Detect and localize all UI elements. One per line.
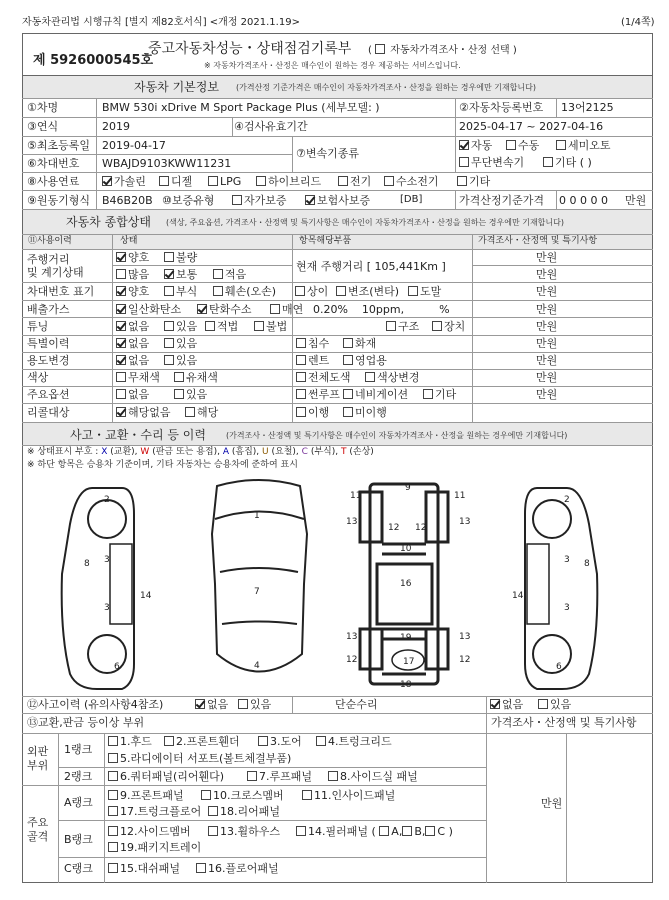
part-floor-panel[interactable]: 16.플로어패널	[196, 863, 279, 874]
fuel-hybrid[interactable]: 하이브리드	[256, 176, 321, 187]
svg-text:12: 12	[388, 523, 400, 533]
trans-auto[interactable]: 자동	[459, 140, 492, 151]
col-history: ⑪사용이력	[28, 236, 72, 246]
legend: ※ 상태표시 부호 : X (교환), W (판금 또는 용접), A (흠집), U (요철), C (부식), T (손상)	[27, 447, 374, 457]
svg-text:18: 18	[400, 680, 412, 690]
svg-text:14: 14	[512, 591, 524, 601]
inspection-period: 2025-04-17 ~ 2027-04-16	[459, 120, 604, 133]
vinmark-price: 만원	[536, 285, 558, 298]
mileage-value: 현재 주행거리 [ 105,441Km ]	[296, 260, 446, 273]
emission-label: 배출가스	[27, 303, 70, 316]
price-base: 0 0 0 0 0	[559, 194, 608, 207]
svg-text:3: 3	[564, 555, 570, 565]
simple-yes[interactable]: 있음	[538, 699, 571, 710]
simple-none[interactable]: 없음	[490, 699, 523, 710]
special-fire[interactable]: 화재	[343, 338, 376, 349]
mileage-bad[interactable]: 불량	[164, 252, 197, 263]
mileage-label: 주행거리 및 계기상태	[27, 253, 84, 279]
special-price: 만원	[536, 337, 558, 350]
emission-price: 만원	[536, 303, 558, 316]
tuning-illegal[interactable]: 불법	[254, 321, 287, 332]
emission-co[interactable]: 일산화탄소	[116, 304, 181, 315]
emission-values: 0.20% 10ppm, %	[313, 303, 450, 316]
car-diagram	[22, 474, 653, 696]
repair-sub: (가격조사・산정액 및 특기사항은 매수인이 자동차가격조사・산정을 원하는 경우에만 기재합니다)	[226, 431, 568, 440]
svg-text:16: 16	[400, 579, 412, 589]
tuning-yes[interactable]: 있음	[164, 321, 197, 332]
fuel-label: ⑧사용연료	[27, 175, 80, 188]
status-title: 자동차 종합상태	[66, 215, 151, 229]
svg-text:3: 3	[104, 603, 110, 613]
car-name-label: ①차명	[27, 101, 59, 114]
parts-price-header: 가격조사・산정액 및 특기사항	[491, 716, 637, 729]
svg-text:8: 8	[584, 559, 590, 569]
rankC-label: C랭크	[64, 862, 93, 875]
svg-text:10: 10	[400, 544, 412, 554]
car-name: BMW 530i xDrive M Sport Package Plus (세부모델: )	[102, 101, 380, 114]
svg-text:13: 13	[346, 632, 358, 642]
repair-title: 사고・교환・수리 등 이력	[70, 428, 206, 442]
col-state: 상태	[120, 236, 138, 246]
svg-text:13: 13	[459, 632, 471, 642]
svg-text:6: 6	[556, 662, 562, 672]
status-sub: (색상, 주요옵션, 가격조사・산정액 및 특기사항은 매수인이 자동차가격조사・산정을 원하는 경우에만 기재합니다)	[166, 218, 564, 227]
special-none[interactable]: 없음	[116, 338, 149, 349]
first-reg-label: ⑤최초등록일	[27, 139, 90, 152]
svg-text:14: 14	[140, 591, 152, 601]
color-achromatic[interactable]: 무채색	[116, 372, 160, 383]
price-option-checkbox[interactable]	[375, 44, 385, 54]
option-yes[interactable]: 있음	[174, 389, 207, 400]
special-label: 특별이력	[27, 337, 70, 350]
use-business[interactable]: 영업용	[343, 355, 387, 366]
mileage-good[interactable]: 양호	[116, 252, 149, 263]
part-quarter-panel[interactable]: 6.쿼터패널(리어휀다)	[108, 771, 224, 782]
accident-label: ⑫사고이력 (유의사항4참조)	[27, 698, 164, 711]
regno-label: ②자동차등록번호	[459, 101, 544, 114]
tuning-device[interactable]: 장치	[432, 321, 465, 332]
engine-type: B46B20B	[102, 194, 153, 207]
col-price-notes: 가격조사・산정액 및 특기사항	[478, 236, 598, 246]
fuel-hydrogen[interactable]: 수소전기	[384, 176, 439, 187]
mileage-normal[interactable]: 보통	[164, 269, 197, 280]
vin: WBAJD9103KWW11231	[102, 157, 232, 170]
tuning-none[interactable]: 없음	[116, 321, 149, 332]
color-full-paint[interactable]: 전체도색	[296, 372, 351, 383]
option-none[interactable]: 없음	[116, 389, 149, 400]
recall-label: 리콜대상	[27, 406, 70, 419]
part-pillar-panel[interactable]: 14.필러패널 ( A, B, C )	[296, 826, 453, 837]
vinmark-smeared[interactable]: 도말	[408, 286, 441, 297]
fuel-diesel[interactable]: 디젤	[159, 176, 192, 187]
vin-label: ⑥차대번호	[27, 157, 80, 170]
tuning-legal[interactable]: 적법	[205, 321, 238, 332]
color-change[interactable]: 색상변경	[365, 372, 420, 383]
svg-text:3: 3	[564, 603, 570, 613]
mileage-price-1: 만원	[536, 251, 558, 264]
rankB-label: B랭크	[64, 833, 93, 846]
svg-text:12: 12	[346, 655, 358, 665]
tuning-structure[interactable]: 구조	[386, 321, 419, 332]
trans-cvt[interactable]: 무단변속기	[459, 157, 524, 168]
part-trunk-lid[interactable]: 4.트렁크리드	[316, 736, 392, 747]
use-yes[interactable]: 있음	[164, 355, 197, 366]
option-price: 만원	[536, 388, 558, 401]
year-label: ③연식	[27, 120, 59, 133]
vinmark-altered[interactable]: 변조(변타)	[336, 286, 399, 297]
form-number: 제 5926000545호	[33, 53, 154, 68]
outer-panel-label: 외판 부위	[27, 745, 49, 772]
fuel-other[interactable]: 기타	[457, 176, 490, 187]
form-reference: 자동차관리법 시행규칙 [별지 제82호서식] <개정 2021.1.19>	[22, 17, 300, 28]
warranty-label: ⑩보증유형	[162, 194, 215, 207]
vinmark-damage[interactable]: 훼손(오손)	[213, 286, 276, 297]
option-other[interactable]: 기타	[423, 389, 456, 400]
part-trunk-floor[interactable]: 17.트렁크플로어	[108, 806, 201, 817]
header-note: ※ 자동차가격조사・산정은 매수인이 원하는 경우 제공하는 서비스입니다.	[204, 61, 461, 70]
regno: 13어2125	[561, 101, 614, 114]
fuel-lpg[interactable]: LPG	[208, 176, 241, 187]
svg-text:9: 9	[405, 483, 411, 493]
price-option: ( 자동차가격조사・산정 선택 )	[368, 45, 517, 56]
warranty-self[interactable]: 자가보증	[232, 195, 287, 206]
svg-text:13: 13	[346, 517, 358, 527]
col-parts: 항목해당부품	[299, 236, 352, 246]
simple-repair-label: 단순수리	[335, 698, 378, 711]
color-price: 만원	[536, 371, 558, 384]
tuning-label: 튜닝	[27, 320, 49, 333]
basic-info-title: 자동차 기본정보	[134, 80, 219, 94]
svg-text:4: 4	[254, 661, 260, 671]
special-flood[interactable]: 침수	[296, 338, 329, 349]
svg-text:1: 1	[254, 511, 260, 521]
svg-text:7: 7	[254, 587, 260, 597]
fuel-electric[interactable]: 전기	[338, 176, 371, 187]
first-reg-date: 2019-04-17	[102, 139, 166, 152]
svg-text:19: 19	[400, 633, 412, 643]
svg-text:12: 12	[415, 523, 427, 533]
rank1-label: 1랭크	[64, 743, 93, 756]
part-front-fender[interactable]: 2.프론트휀더	[164, 736, 240, 747]
trans-other[interactable]: 기타 ( )	[543, 157, 592, 168]
svg-text:6: 6	[114, 662, 120, 672]
part-side-member[interactable]: 12.사이드멤버	[108, 826, 191, 837]
color-label: 색상	[27, 371, 49, 384]
frame-label: 주요 골격	[27, 816, 49, 843]
option-label: 주요옵션	[27, 388, 70, 401]
part-rear-panel[interactable]: 18.리어패널	[208, 806, 280, 817]
mileage-many[interactable]: 많음	[116, 269, 149, 280]
svg-text:13: 13	[459, 517, 471, 527]
part-cross-member[interactable]: 10.크로스멤버	[201, 790, 284, 801]
mileage-few[interactable]: 적음	[213, 269, 246, 280]
recall-done[interactable]: 이행	[296, 407, 329, 418]
svg-text:17: 17	[403, 657, 415, 667]
tuning-price: 만원	[536, 320, 558, 333]
part-roof-panel[interactable]: 7.루프패널	[247, 771, 312, 782]
option-sunroof[interactable]: 썬루프	[296, 389, 340, 400]
part-door[interactable]: 3.도어	[258, 736, 302, 747]
emission-hc[interactable]: 탄화수소	[197, 304, 252, 315]
warranty-insurer[interactable]: 보험사보증	[305, 195, 370, 206]
use-rental[interactable]: 렌트	[296, 355, 329, 366]
mileage-price-2: 만원	[536, 268, 558, 281]
part-inside-panel[interactable]: 11.인사이드패널	[302, 790, 395, 801]
warranty-company: [DB]	[400, 194, 423, 205]
rank2-label: 2랭크	[64, 770, 93, 783]
svg-text:11: 11	[350, 491, 362, 501]
part-front-panel[interactable]: 9.프론트패널	[108, 790, 184, 801]
part-package-tray[interactable]: 19.패키지트레이	[108, 842, 201, 853]
svg-text:2: 2	[104, 495, 110, 505]
engine-label: ⑨원동기형식	[27, 194, 90, 207]
form-title: 중고자동차성능・상태점검기록부	[148, 41, 352, 57]
svg-text:2: 2	[564, 495, 570, 505]
special-yes[interactable]: 있음	[164, 338, 197, 349]
part-radiator-support[interactable]: 5.라디에이터 서포트(볼트체결부품)	[108, 753, 291, 764]
basic-info-sub: (가격산정 기준가격은 매수인이 자동차가격조사・산정을 원하는 경우에만 기재합니다)	[236, 83, 536, 92]
price-unit: 만원	[625, 194, 647, 207]
accident-yes[interactable]: 있음	[238, 699, 271, 710]
part-side-sill[interactable]: 8.사이드실 패널	[328, 771, 418, 782]
option-navigation[interactable]: 네비게이션	[343, 389, 408, 400]
svg-text:12: 12	[459, 655, 471, 665]
use-label: 용도변경	[27, 354, 70, 367]
vinmark-corrosion[interactable]: 부식	[164, 286, 197, 297]
recall-applicable[interactable]: 해당	[185, 407, 218, 418]
vinmark-good[interactable]: 양호	[116, 286, 149, 297]
parts-price: 만원	[541, 797, 563, 810]
rankA-label: A랭크	[64, 796, 93, 809]
vinmark-different[interactable]: 상이	[295, 286, 328, 297]
page-indicator: (1/4쪽)	[621, 17, 655, 28]
trans-semi[interactable]: 세미오토	[556, 140, 611, 151]
parts-label: ⑬교환,판금 등이상 부위	[27, 716, 145, 729]
use-none[interactable]: 없음	[116, 355, 149, 366]
svg-text:3: 3	[104, 555, 110, 565]
inspection-label: ④검사유효기간	[234, 120, 308, 133]
legend-note: ※ 하단 항목은 승용차 기준이며, 기타 자동차는 승용차에 준하여 표시	[27, 460, 298, 470]
emission-smoke[interactable]: 매연	[270, 304, 303, 315]
part-hood[interactable]: 1.후드	[108, 736, 152, 747]
color-chromatic[interactable]: 유채색	[174, 372, 218, 383]
part-wheelhouse[interactable]: 13.휠하우스	[208, 826, 280, 837]
recall-notdone[interactable]: 미이행	[343, 407, 387, 418]
part-dash-panel[interactable]: 15.대쉬패널	[108, 863, 180, 874]
trans-manual[interactable]: 수동	[506, 140, 539, 151]
fuel-gasoline[interactable]: 가솔린	[102, 176, 146, 187]
svg-text:8: 8	[84, 559, 90, 569]
accident-none[interactable]: 없음	[195, 699, 228, 710]
vin-mark-label: 차대번호 표기	[27, 285, 95, 298]
price-base-label: 가격산정기준가격	[459, 194, 545, 207]
svg-text:11: 11	[454, 491, 466, 501]
transmission-label: ⑦변속기종류	[296, 147, 359, 160]
recall-na[interactable]: 해당없음	[116, 407, 171, 418]
year: 2019	[102, 120, 130, 133]
use-price: 만원	[536, 354, 558, 367]
